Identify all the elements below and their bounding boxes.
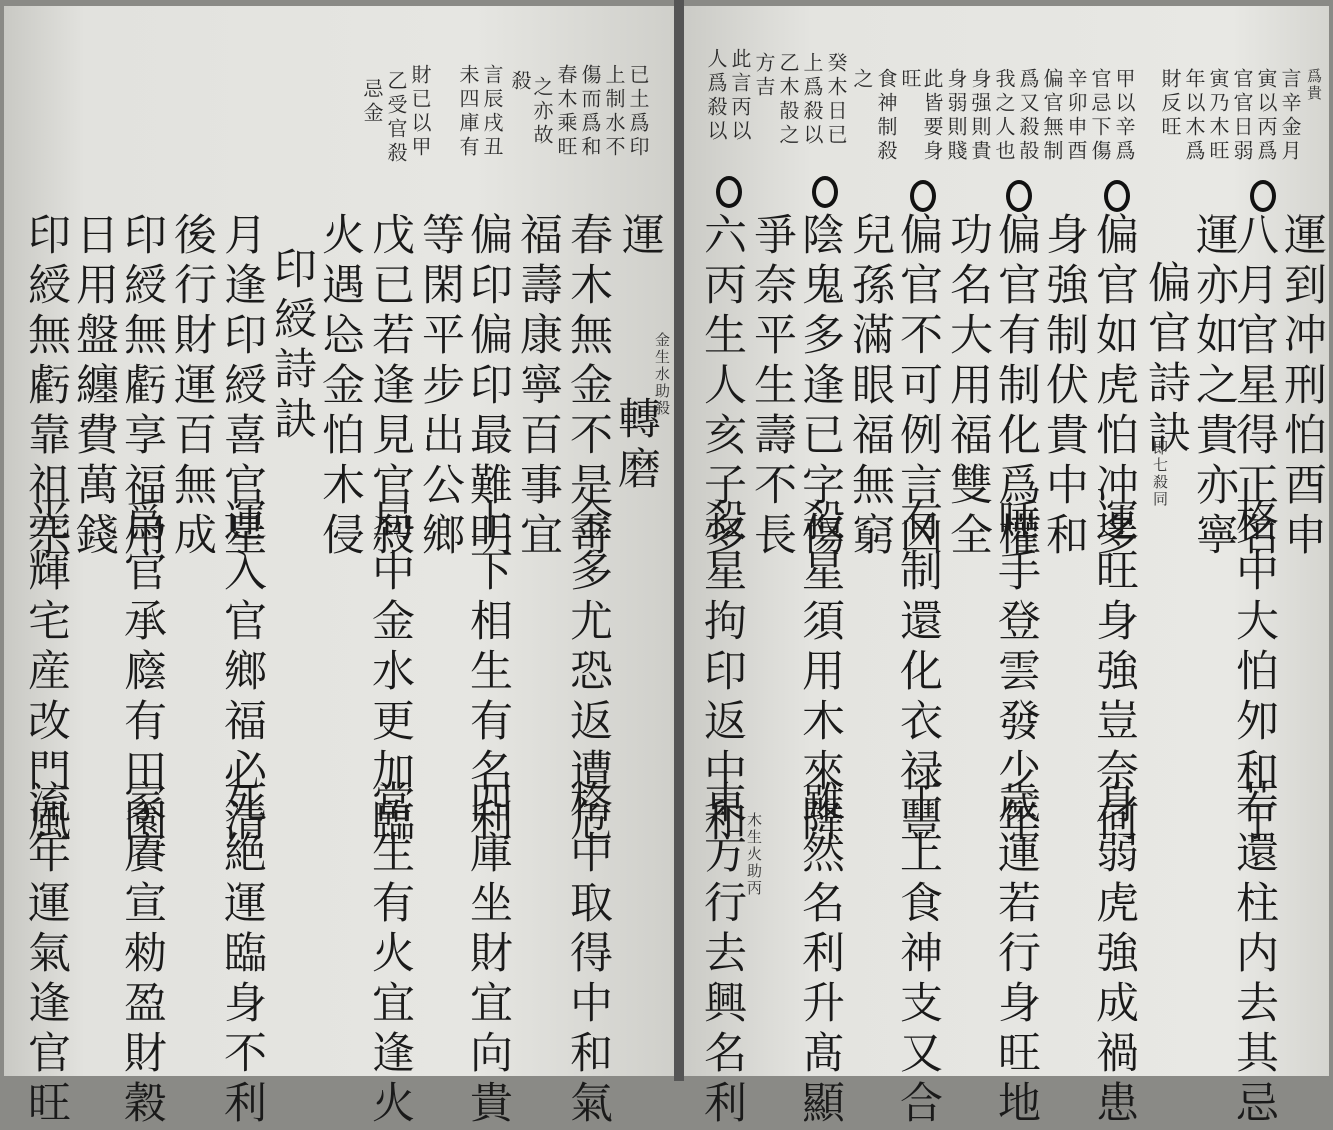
note: 寅以丙爲 — [1254, 68, 1278, 164]
verse-line: 戊已若逢見官殺 — [365, 212, 415, 562]
circle-marker-icon — [812, 176, 838, 208]
circle-marker-icon — [1104, 180, 1130, 212]
verse-line: 運旺身強豈奈何 — [1089, 498, 1139, 848]
verse-line: 火遇㤀金怕木侵 — [315, 212, 365, 562]
note: 方吉 — [752, 52, 776, 100]
verse-line: 殺星須用木來降 — [795, 498, 845, 848]
verse-line: 運 — [615, 212, 665, 262]
note: 殺 — [508, 70, 532, 94]
note: 人爲殺以 — [704, 48, 728, 144]
note: 此皆要身 — [920, 68, 944, 164]
verse-line: 印綬無虧靠祖宗 — [21, 212, 71, 562]
section-title: 印綬詩訣 — [267, 246, 317, 446]
verse-line: 後行財運百無成 — [167, 212, 217, 562]
circle-marker-icon — [1250, 180, 1276, 212]
verse-line: 偏官不可例言凶 — [893, 212, 943, 562]
verse-line: 東方行去興名利 — [697, 780, 747, 1130]
verse-line: 月逢印綬喜官星 — [217, 212, 267, 562]
note: 上制水不 — [602, 64, 626, 160]
note: 已土爲印 — [626, 64, 650, 160]
note: 春木乘旺 — [554, 64, 578, 160]
verse-line: 身強制伏貴中和 — [1039, 212, 1089, 562]
verse-line: 兒孫滿眼福無窮 — [845, 212, 895, 562]
verse-line: 雖然名利升髙顯 — [795, 780, 845, 1130]
note: 身强則貴 — [968, 68, 992, 164]
note: 寅乃木旺 — [1206, 68, 1230, 164]
note: 財反旺 — [1158, 68, 1182, 140]
verse-line: 運入官鄉福必清 — [217, 498, 267, 848]
note: 偏官無制 — [1040, 68, 1064, 164]
verse-line: 功名大用福雙全 — [943, 212, 993, 562]
verse-note: 金生水助殺 — [653, 332, 671, 417]
verse-line: 四庫坐財宜向貴 — [463, 780, 513, 1130]
note: 此言丙以 — [728, 48, 752, 144]
verse-line: 等閑平步出公鄉 — [415, 212, 465, 562]
verse-line: 春木無金不是奇 — [563, 212, 613, 562]
verse-line: 上下相生有名利 — [463, 498, 513, 848]
verse-line: 印綬無虧享福用 — [117, 212, 167, 562]
verse-line: 偏印偏印最難明 — [463, 212, 513, 562]
verse-line: 身弱虎強成禍患 — [1089, 780, 1139, 1130]
note: 言辰戌丑 — [480, 64, 504, 160]
verse-line: 偏官有制化爲權 — [991, 212, 1041, 562]
note: 未四庫有 — [456, 64, 480, 160]
verse-line: 家賡宣勑盈財穀 — [117, 780, 167, 1130]
note: 之亦故 — [530, 76, 554, 148]
verse-line: 有制還化衣禄豐 — [893, 498, 943, 848]
verse-line: 光輝宅産改門風 — [21, 498, 71, 848]
note: 辛卯申酉 — [1064, 68, 1088, 164]
circle-marker-icon — [910, 180, 936, 212]
verse-line: 六丙生人亥子多 — [697, 212, 747, 562]
verse-line: 轉磨 — [611, 396, 661, 496]
circle-marker-icon — [1006, 180, 1032, 212]
verse-line: 日用盤纏費萬錢 — [69, 212, 119, 562]
note: 甲以辛爲 — [1112, 68, 1136, 164]
note: 忌金 — [360, 78, 384, 126]
verse-line: 陰鬼多逢已字傷 — [795, 212, 845, 562]
note: 財已以甲 — [408, 64, 432, 160]
verse-line: 運亦如之貴亦寧 — [1189, 212, 1239, 562]
note: 乙木㱿之 — [776, 52, 800, 148]
note: 旺 — [898, 68, 922, 92]
verse-line: 唾手登雲發少年 — [991, 498, 1041, 848]
note: 上爲殺以 — [800, 52, 824, 148]
verse-note: 木生火助丙 — [745, 812, 763, 897]
verse-line: 若還柱内去其忌 — [1229, 780, 1279, 1130]
note: 言辛金月 — [1278, 68, 1302, 164]
verse-line: 偏官如虎怕冲多 — [1089, 212, 1139, 562]
verse-line: 八月官星得正名 — [1229, 212, 1279, 562]
verse-line: 流年運氣逢官旺 — [21, 780, 71, 1130]
verse-line: 局中金水更加臨 — [365, 498, 415, 848]
verse-line: 福壽康寧百事宜 — [513, 212, 563, 562]
note: 癸木日已 — [824, 52, 848, 148]
note: 爲又殺㱿 — [1016, 68, 1040, 164]
note: 年以木爲 — [1182, 68, 1206, 164]
note: 之 — [850, 68, 874, 92]
note: 乙受官殺 — [384, 70, 408, 166]
verse-line: 爲官承廕有田園 — [117, 498, 167, 848]
verse-line: 格中大怕夘和丁 — [1229, 498, 1279, 848]
note: 身弱則賤 — [944, 68, 968, 164]
circle-marker-icon — [716, 176, 742, 208]
book-gutter — [674, 0, 684, 1081]
section-note: 即七殺同 — [1151, 440, 1169, 508]
verse-line: 格中取得中和氣 — [563, 780, 613, 1130]
verse-line: 金多尤恐返遭危 — [563, 498, 613, 848]
note: 爲貴 — [1305, 68, 1323, 102]
verse-line: 當生有火宜逢火 — [365, 780, 415, 1130]
verse-line: 死絶運臨身不利 — [217, 780, 267, 1130]
verse-line: 干上食神支又合 — [893, 780, 943, 1130]
note: 我之人也 — [992, 68, 1016, 164]
note: 官忌下傷 — [1088, 68, 1112, 164]
section-title: 偏官詩訣 — [1141, 260, 1191, 460]
verse-line: 殺星拘印返中和 — [697, 498, 747, 848]
verse-line: 歲運若行身旺地 — [991, 780, 1041, 1130]
verse-line: 爭奈平生壽不長 — [747, 212, 797, 562]
note: 官官日弱 — [1230, 68, 1254, 164]
note: 傷而爲和 — [578, 64, 602, 160]
verse-line: 運到冲刑怕酉申 — [1277, 212, 1327, 562]
note: 食神制殺 — [874, 68, 898, 164]
